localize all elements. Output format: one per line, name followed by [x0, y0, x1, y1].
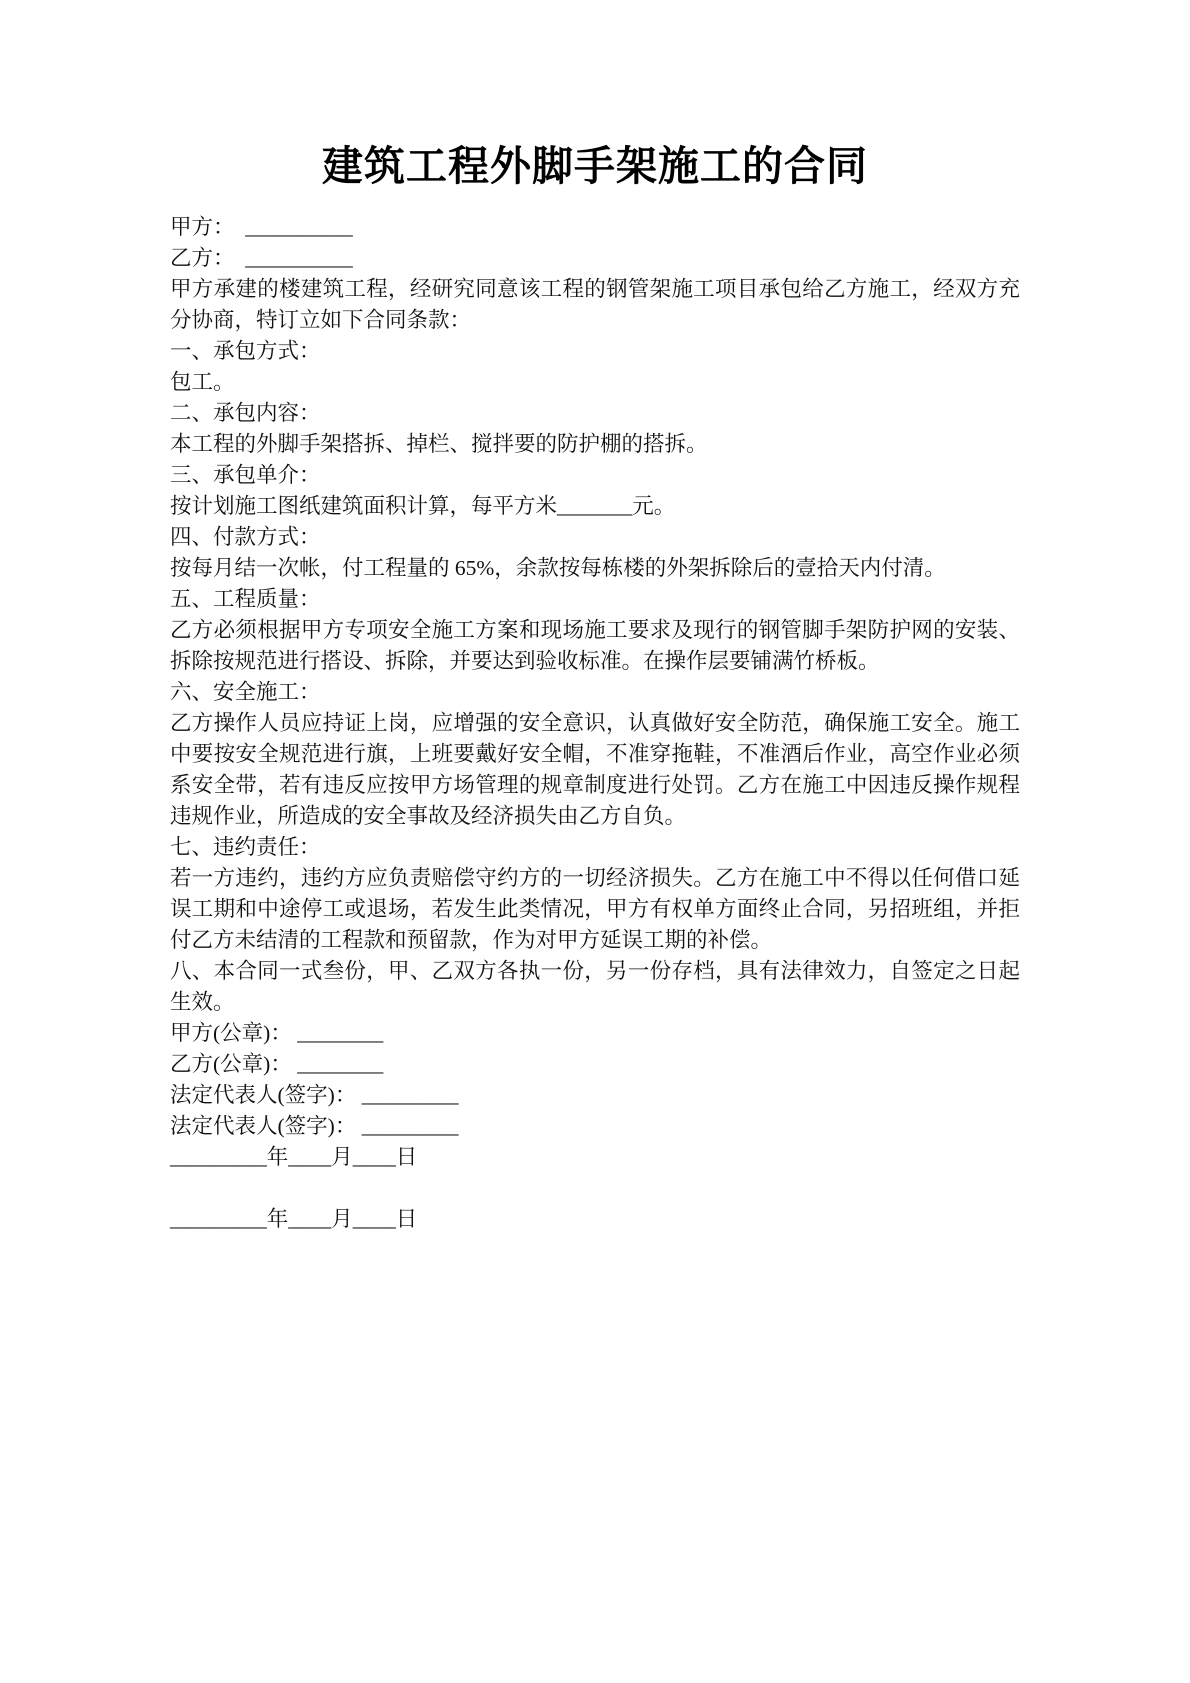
section-4-heading: 四、付款方式： — [170, 525, 321, 549]
party-a-line: 甲方： __________ — [170, 215, 353, 239]
representative-signature-line-2: 法定代表人(签字)： _________ — [170, 1114, 459, 1138]
party-b-seal-line: 乙方(公章)： ________ — [170, 1052, 384, 1076]
blank-line — [170, 1173, 1020, 1204]
representative-signature-line-1: 法定代表人(签字)： _________ — [170, 1083, 459, 1107]
section-1-body: 包工。 — [170, 370, 235, 394]
date-line-2: _________年____月____日 — [170, 1207, 418, 1231]
document-body — [170, 212, 1020, 1235]
section-2-body: 本工程的外脚手架搭拆、掉栏、搅拌要的防护棚的搭拆。 — [170, 432, 708, 456]
section-7-body: 若一方违约，违约方应负责赔偿守约方的一切经济损失。乙方在施工中不得以任何借口延误工期和中途停工或退场，若发生此类情况，甲方有权单方面终止合同，另招班组，并拒付乙方未结清的工程款和预留款，作为对甲方延误工期的补偿。 — [170, 866, 1020, 952]
section-4-body: 按每月结一次帐，付工程量的 65%，余款按每栋楼的外架拆除后的壹拾天内付清。 — [170, 556, 946, 580]
section-5-body: 乙方必须根据甲方专项安全施工方案和现场施工要求及现行的钢管脚手架防护网的安装、拆除按规范进行搭设、拆除，并要达到验收标准。在操作层要铺满竹桥板。 — [170, 618, 1020, 673]
party-a-seal-line: 甲方(公章)： ________ — [170, 1021, 384, 1045]
date-line-1: _________年____月____日 — [170, 1145, 418, 1169]
section-3-body: 按计划施工图纸建筑面积计算，每平方米_______元。 — [170, 494, 676, 518]
section-2-heading: 二、承包内容： — [170, 401, 321, 425]
document-title: 建筑工程外脚手架施工的合同 — [322, 143, 868, 189]
section-6-body: 乙方操作人员应持证上岗，应增强的安全意识，认真做好安全防范，确保施工安全。施工中要按安全规范进行旗，上班要戴好安全帽，不准穿拖鞋，不准酒后作业，高空作业必须系安全带，若有违反应按甲方场管理的规章制度进行处罚。乙方在施工中因违反操作规程违规作业，所造成的安全事故及经济损失由乙方自负。 — [170, 711, 1020, 828]
party-b-line: 乙方： __________ — [170, 246, 353, 270]
section-7-heading: 七、违约责任： — [170, 835, 321, 859]
section-5-heading: 五、工程质量： — [170, 587, 321, 611]
preamble: 甲方承建的楼建筑工程，经研究同意该工程的钢管架施工项目承包给乙方施工，经双方充分协商，特订立如下合同条款： — [170, 277, 1020, 332]
section-1-heading: 一、承包方式： — [170, 339, 321, 363]
section-3-heading: 三、承包单介： — [170, 463, 321, 487]
section-6-heading: 六、安全施工： — [170, 680, 321, 704]
section-8-body: 八、本合同一式叁份，甲、乙双方各执一份，另一份存档，具有法律效力，自签定之日起生效。 — [170, 959, 1020, 1014]
